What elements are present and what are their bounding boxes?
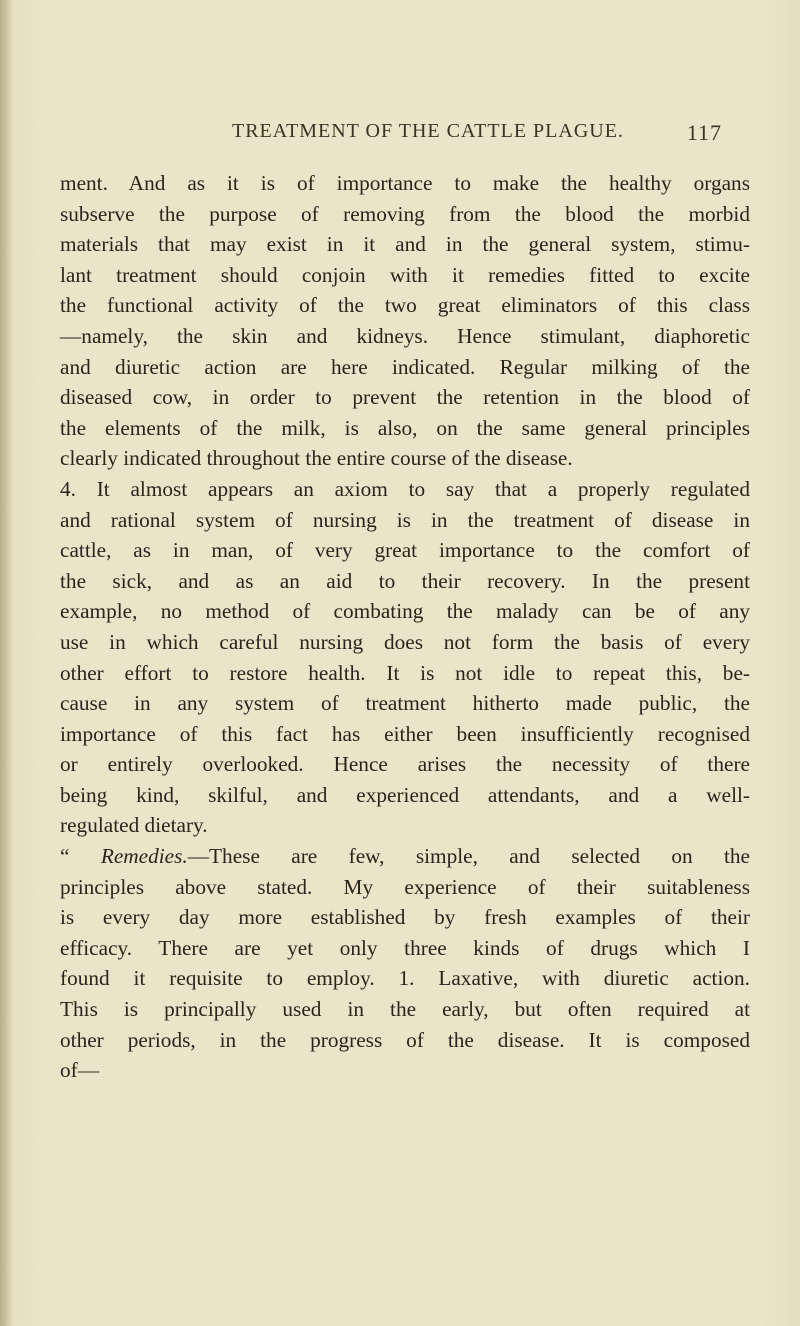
text-line: of— <box>60 1058 100 1083</box>
text-line: regulated dietary. <box>60 813 208 838</box>
text-line: cattle, as in man, of very great importance to the comfort of <box>60 538 750 563</box>
text-line: subserve the purpose of removing from the blood the morbid <box>60 201 750 226</box>
text-line: importance of this fact has either been insufficiently recognised <box>60 721 750 746</box>
text-line: being kind, skilful, and experienced attendants, and a well- <box>60 782 750 807</box>
text-line: the functional activity of the two great eliminators of this class <box>60 293 750 318</box>
text-line: is every day more established by fresh examples of their <box>60 905 750 930</box>
text-line: example, no method of combating the malady can be of any <box>60 599 750 624</box>
text-line: materials that may exist in it and in the general system, stimu- <box>60 232 750 257</box>
text-line: the elements of the milk, is also, on the same general principles <box>60 415 750 440</box>
text-line: efficacy. There are yet only three kinds of drugs which I <box>60 935 750 960</box>
text-line: and diuretic action are here indicated. Regular milking of the <box>60 354 750 379</box>
text-line: diseased cow, in order to prevent the retention in the blood of <box>60 385 750 410</box>
remedies-first-line-text: —These are few, simple, and selected on the <box>187 844 750 869</box>
text-line: ment. And as it is of importance to make the healthy organs <box>60 171 750 195</box>
running-title: TREATMENT OF THE CATTLE PLAGUE. <box>232 120 624 142</box>
text-line: clearly indicated throughout the entire course of the disease. <box>60 446 573 471</box>
text-line: lant treatment should conjoin with it remedies fitted to excite <box>60 262 750 287</box>
text-line: other periods, in the progress of the disease. It is composed <box>60 1027 750 1052</box>
remedies-first-line <box>60 841 750 872</box>
text-line: found it requisite to employ. 1. Laxative, with diuretic action. <box>60 966 750 991</box>
text-line: cause in any system of treatment hitherto made public, the <box>60 691 750 716</box>
remedies-heading: Remedies. <box>100 844 188 869</box>
page-number: 117 <box>686 120 722 145</box>
running-head <box>232 120 722 150</box>
text-line: and rational system of nursing is in the treatment of disease in <box>60 507 750 532</box>
text-line: 4. It almost appears an axiom to say that a properly regulated <box>60 476 750 501</box>
text-line: —namely, the skin and kidneys. Hence stimulant, diaphoretic <box>60 323 750 348</box>
body-text <box>60 168 750 1086</box>
text-line: the sick, and as an aid to their recovery. In the present <box>60 568 750 593</box>
text-line: principles above stated. My experience of their suitableness <box>60 874 750 899</box>
text-line: use in which careful nursing does not form the basis of every <box>60 629 750 654</box>
spine-shadow <box>0 0 12 1326</box>
text-line: or entirely overlooked. Hence arises the necessity of there <box>60 752 750 777</box>
text-line: other effort to restore health. It is not idle to repeat this, be- <box>60 660 750 685</box>
remedies-open-quote: “ <box>60 844 70 869</box>
text-line: This is principally used in the early, but often required at <box>60 997 750 1022</box>
